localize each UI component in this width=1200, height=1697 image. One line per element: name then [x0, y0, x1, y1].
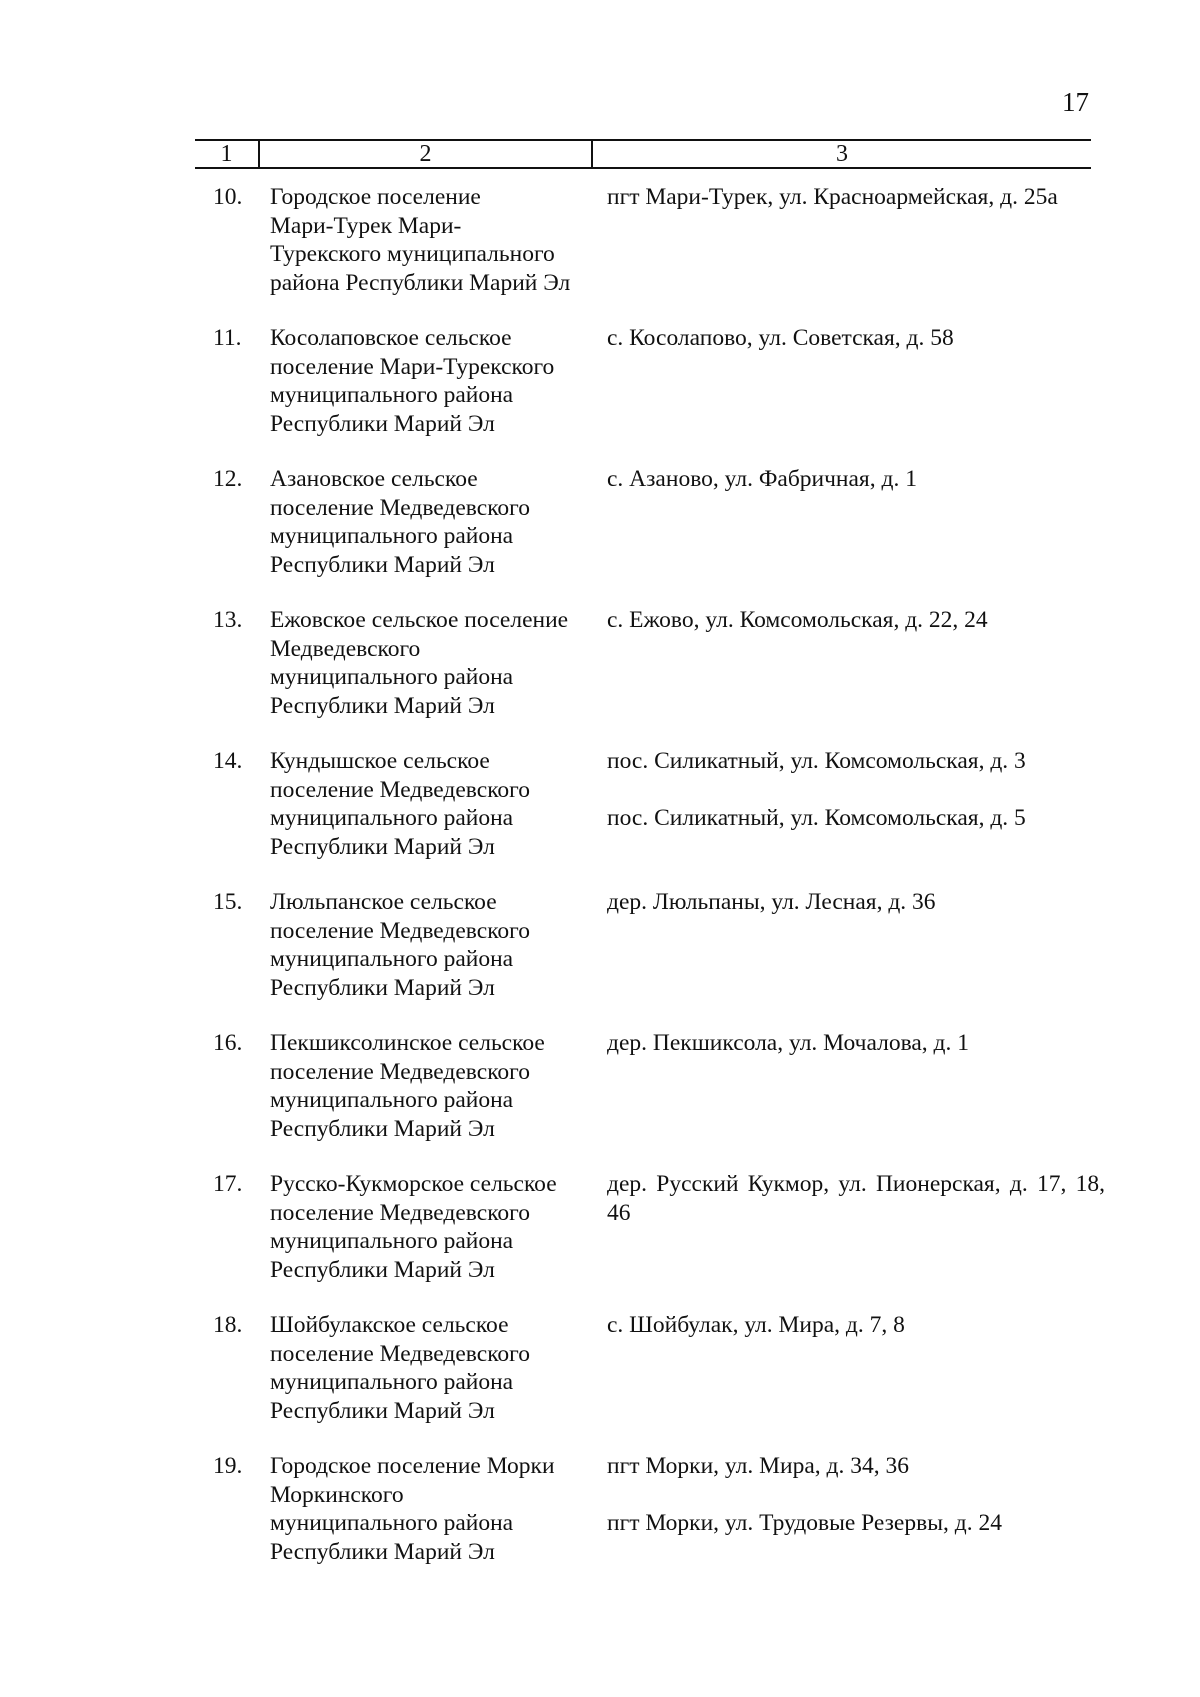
table-row — [195, 1452, 1105, 1593]
address-line: пгт Морки, ул. Мира, д. 34, 36 — [607, 1453, 909, 1479]
row-number: 10. — [213, 184, 243, 210]
row-number: 16. — [213, 1030, 243, 1056]
row-number: 12. — [213, 466, 243, 492]
table-row — [195, 324, 1105, 465]
address-cell — [600, 183, 1105, 324]
table-row — [195, 606, 1105, 747]
table-row — [195, 1029, 1105, 1170]
settlement-name: Пекшиксолинское сельское поселение Медведевского муниципального района Республики Марий Эл — [270, 1030, 545, 1142]
column-header-2: 2 — [258, 141, 593, 167]
address-line: с. Азаново, ул. Фабричная, д. 1 — [607, 466, 917, 492]
address-cell — [600, 606, 1105, 747]
table-row — [195, 1170, 1105, 1311]
address-line: пос. Силикатный, ул. Комсомольская, д. 5 — [607, 805, 1026, 831]
address-cell — [600, 1452, 1105, 1593]
settlement-name: Косолаповское сельское поселение Мари-Турекского муниципального района Республики Марий Эл — [270, 325, 555, 437]
column-header-1: 1 — [220, 141, 233, 167]
row-number: 14. — [213, 748, 243, 774]
address-line: дер. Пекшиксола, ул. Мочалова, д. 1 — [607, 1030, 969, 1056]
settlement-name: Шойбулакское сельское поселение Медведевского муниципального района Республики Марий Эл — [270, 1312, 530, 1424]
table-header — [195, 139, 1091, 169]
row-number: 19. — [213, 1453, 243, 1479]
address-cell — [600, 324, 1105, 465]
address-line: с. Шойбулак, ул. Мира, д. 7, 8 — [607, 1312, 905, 1338]
table-row — [195, 183, 1105, 324]
address-line: дер. Русский Кукмор, ул. Пионерская, д. 17, 18, 46 — [607, 1171, 1105, 1226]
row-number: 18. — [213, 1312, 243, 1338]
row-number: 11. — [213, 325, 242, 351]
address-cell — [600, 465, 1105, 606]
address-cell — [600, 1029, 1105, 1170]
address-cell — [600, 888, 1105, 1029]
address-line: пос. Силикатный, ул. Комсомольская, д. 3 — [607, 748, 1026, 774]
table-row — [195, 1311, 1105, 1452]
settlement-name: Азановское сельское поселение Медведевского муниципального района Республики Марий Эл — [270, 466, 530, 578]
address-cell — [600, 1311, 1105, 1452]
settlement-name: Городское поселение Морки Моркинского муниципального района Республики Марий Эл — [270, 1453, 555, 1565]
address-cell — [600, 747, 1105, 888]
settlement-name: Ежовское сельское поселение Медведевского муниципального района Республики Марий Эл — [270, 607, 569, 719]
address-line: с. Косолапово, ул. Советская, д. 58 — [607, 325, 954, 351]
table-row — [195, 888, 1105, 1029]
page-number: 17 — [1062, 87, 1089, 117]
row-number: 15. — [213, 889, 243, 915]
address-cell — [600, 1170, 1105, 1311]
settlement-name: Кундышское сельское поселение Медведевского муниципального района Республики Марий Эл — [270, 748, 530, 860]
address-line: дер. Люльпаны, ул. Лесная, д. 36 — [607, 889, 936, 915]
column-header-3: 3 — [836, 141, 848, 167]
row-number: 13. — [213, 607, 243, 633]
address-line: с. Ежово, ул. Комсомольская, д. 22, 24 — [607, 607, 988, 633]
address-line: пгт Морки, ул. Трудовые Резервы, д. 24 — [607, 1510, 1002, 1536]
settlement-name: Русско-Кукморское сельское поселение Медведевского муниципального района Республики Марий Эл — [270, 1171, 557, 1283]
table-row — [195, 465, 1105, 606]
settlement-name: Люльпанское сельское поселение Медведевского муниципального района Республики Марий Эл — [270, 889, 530, 1001]
settlement-name: Городское поселение Мари-Турек Мари- Турекского муниципального района Республики Марий Эл — [270, 184, 571, 296]
table-row — [195, 747, 1105, 888]
table-body — [195, 183, 1105, 1593]
row-number: 17. — [213, 1171, 243, 1197]
address-line: пгт Мари-Турек, ул. Красноармейская, д. 25а — [607, 184, 1058, 210]
